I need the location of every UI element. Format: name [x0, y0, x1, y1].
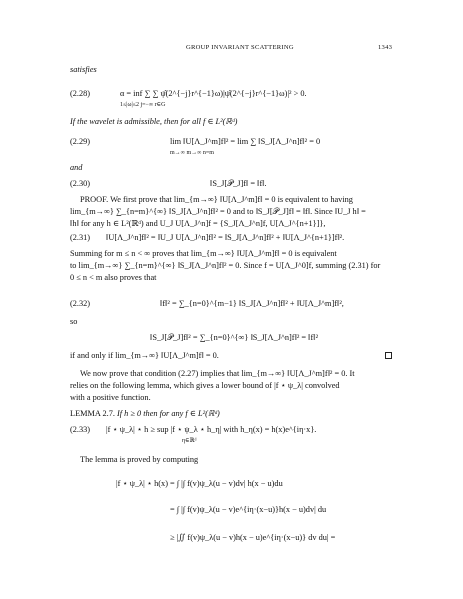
page-number: 1343 [378, 44, 393, 51]
paragraph-line-2: relies on the following lemma, which gives a lower bound of |f ⋆ ψ_λ| convolved [70, 381, 340, 390]
equation-2-32: ‖f‖² = ∑_{n=0}^{m−1} ‖S_J[Λ_J^n]f‖² + ‖U[Λ_J^m]f‖², [160, 299, 344, 308]
iff-line: if and only if lim_{m→∞} ‖U[Λ_J^m]f‖ = 0. [70, 351, 219, 360]
equation-2-33-limits: η∈ℝᵈ [182, 438, 197, 444]
text-admissible: If the wavelet is admissible, then for all f ∈ L²(ℝᵈ) [70, 117, 238, 126]
equation-number-2-33: (2.33) [70, 425, 91, 434]
lemma-line [70, 410, 220, 418]
summing-line-3: 0 ≤ n < m also proves that [70, 273, 157, 282]
text-and: and [70, 163, 83, 172]
equation-number-2-28: (2.28) [70, 89, 91, 98]
text-satisfies: satisfies [70, 65, 97, 74]
equation-2-30: ‖S_J[𝒫_J]f‖ = ‖f‖. [210, 179, 267, 188]
equation-number-2-31: (2.31) [70, 233, 91, 242]
lemma-text: If h ≥ 0 then for any f ∈ L²(ℝᵈ) [117, 409, 220, 418]
equation-number-2-29: (2.29) [70, 137, 91, 146]
proof-line-1: PROOF. We first prove that lim_{m→∞} ‖U[Λ_J^m]f‖ = 0 is equivalent to having [80, 195, 353, 204]
equation-so: ‖S_J[𝒫_J]f‖² = ∑_{n=0}^{∞} ‖S_J[Λ_J^n]f‖² = ‖f‖² [150, 333, 319, 342]
equation-2-28: α = inf ∑ ∑ ψ̂(2^{−j}r^{−1}ω)|ψ̂(2^{−j}r^{−1}ω)|² > 0. [120, 89, 307, 98]
equation-2-31: ‖U[Λ_J^n]f‖² = ‖U_J U[Λ_J^n]f‖² = ‖S_J[Λ_J^n]f‖² + ‖U[Λ_J^{n+1}]f‖². [106, 233, 345, 242]
computation-line-3: ≥ |∬ f(v)ψ_λ(u − v)h(x − u)e^{iη·(x−u)} dv du| = [170, 533, 336, 542]
computation-line-1: |f ⋆ ψ_λ| ⋆ h(x) = ∫ |∫ f(v)ψ_λ(u − v)dv| h(x − u)du [116, 479, 283, 488]
equation-2-29: lim ‖U[Λ_J^m]f‖² = lim ∑ ‖S_J[Λ_J^n]f‖² = 0 [170, 137, 321, 146]
paragraph-line-3: with a positive function. [70, 393, 151, 402]
paragraph-line-1: We now prove that condition (2.27) implies that lim_{m→∞} ‖U[Λ_J^m]f‖² = 0. It [80, 369, 355, 378]
proof-line-3: ‖h‖ for any h ∈ L²(ℝᵈ) and U_J U[Λ_J^n]f = {S_J[Λ_J^n]f, U[Λ_J^{n+1}]}, [70, 219, 326, 228]
text-so: so [70, 317, 78, 326]
summing-line-1: Summing for m ≤ n < ∞ proves that lim_{m→∞} ‖U[Λ_J^m]f‖ = 0 is equivalent [70, 249, 337, 258]
computing-line: The lemma is proved by computing [80, 455, 199, 464]
computation-line-2: = ∫ |∫ f(v)ψ_λ(u − v)e^{iη·(x−u)}h(x − u)dv| du [170, 505, 327, 514]
equation-number-2-32: (2.32) [70, 299, 91, 308]
lemma-label: LEMMA 2.7. [70, 409, 115, 418]
equation-number-2-30: (2.30) [70, 179, 91, 188]
equation-2-28-limits: 1≤|ω|≤2 j=−∞ r∈G [120, 102, 166, 108]
header-title: GROUP INVARIANT SCATTERING [186, 44, 294, 51]
proof-line-2: lim_{m→∞} ∑_{n=m}^{∞} ‖S_J[Λ_J^n]f‖² = 0 and to ‖S_J[𝒫_J]f‖ = ‖f‖. Since ‖U_J h‖ = [70, 207, 366, 216]
qed-box [385, 352, 392, 359]
equation-2-29-limits: m→∞ m→∞ n=m [170, 150, 214, 156]
equation-2-33: |f ⋆ ψ_λ| ⋆ h ≥ sup |f ⋆ ψ_λ ⋆ h_η| with h_η(x) = h(x)e^{iη·x}. [106, 425, 317, 434]
summing-line-2: to lim_{m→∞} ∑_{n=m}^{∞} ‖S_J[Λ_J^n]f‖² = 0. Since f = U[Λ_J^0]f, summing (2.31) for [70, 261, 381, 270]
